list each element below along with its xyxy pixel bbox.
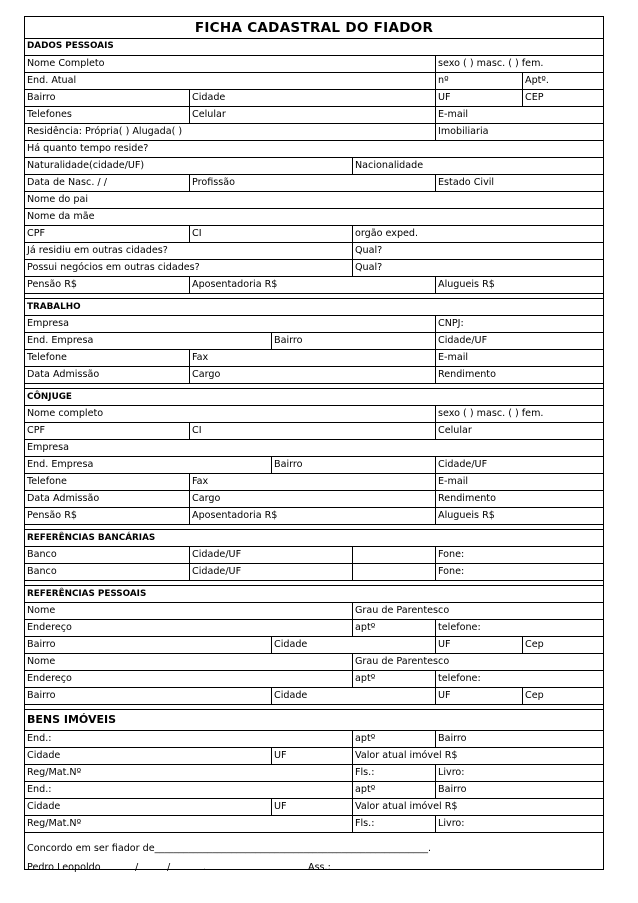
form-row (25, 141, 603, 158)
field-label[interactable]: Celular (189, 107, 435, 123)
field-label[interactable]: Cidade/UF (189, 564, 352, 580)
field-label[interactable]: CNPJ: (435, 316, 603, 332)
field-label[interactable]: Bairro (271, 333, 435, 349)
field-label[interactable]: Fls.: (352, 816, 435, 832)
field-label[interactable] (352, 564, 435, 580)
form-row (25, 620, 603, 637)
form-row (25, 107, 603, 124)
section-header (25, 298, 603, 316)
field-label[interactable]: Alugueis R$ (435, 277, 603, 293)
field-label[interactable]: Nome do pai (27, 194, 88, 205)
field-label[interactable]: Cidade (189, 90, 435, 106)
field-label[interactable]: Qual? (352, 243, 603, 259)
field-label[interactable]: Já residiu em outras cidades? (27, 245, 168, 256)
field-label[interactable]: E-mail (435, 107, 603, 123)
date-slash-1: / (135, 862, 139, 873)
section-title: REFERÊNCIAS PESSOAIS (27, 589, 147, 599)
registration-form (24, 16, 604, 873)
form-row (25, 367, 603, 384)
form-row (25, 406, 603, 423)
field-label[interactable]: telefone: (435, 671, 603, 687)
field-label[interactable]: Telefone (27, 352, 67, 363)
form-row (25, 799, 603, 816)
field-label[interactable]: UF (271, 799, 352, 815)
field-label[interactable]: Banco (27, 549, 57, 560)
form-row (25, 474, 603, 491)
form-row (25, 508, 603, 525)
form-row (25, 175, 603, 192)
field-label[interactable]: Nacionalidade (352, 158, 603, 174)
field-label[interactable]: End. Empresa (27, 459, 94, 470)
field-label[interactable]: Nome completo (27, 408, 104, 419)
field-label[interactable]: Bairro (271, 457, 435, 473)
form-row (25, 158, 603, 175)
form-row (25, 782, 603, 799)
field-label[interactable]: E-mail (435, 474, 603, 490)
field-label[interactable]: Cidade/UF (435, 457, 603, 473)
field-label[interactable]: Alugueis R$ (435, 508, 603, 524)
field-label[interactable]: Bairro (27, 639, 56, 650)
field-label[interactable]: Cargo (189, 367, 435, 383)
field-label[interactable]: Data Admissão (27, 493, 100, 504)
form-row (25, 603, 603, 620)
form-row (25, 209, 603, 226)
field-label[interactable]: Nome (27, 605, 56, 616)
field-label[interactable]: End. Atual (27, 75, 77, 86)
section-header (25, 709, 603, 731)
form-row (25, 333, 603, 350)
field-label[interactable]: Profissão (189, 175, 435, 191)
field-label[interactable]: Bairro (27, 690, 56, 701)
form-row (25, 654, 603, 671)
field-label[interactable]: Fax (189, 350, 435, 366)
form-row (25, 423, 603, 440)
field-label[interactable]: Empresa (27, 318, 70, 329)
field-label[interactable]: Livro: (435, 816, 603, 832)
field-label[interactable]: Cep (522, 637, 603, 653)
section-title: CÔNJUGE (27, 392, 72, 402)
section-header (25, 39, 603, 56)
field-label[interactable]: Celular (435, 423, 603, 439)
field-label[interactable]: Reg/Mat.Nº (27, 818, 82, 829)
agreement-text: Concordo em ser fiador de_________________________________________________________. (27, 843, 432, 854)
field-label[interactable]: Data de Nasc. / / (27, 177, 107, 188)
form-row (25, 56, 603, 73)
form-row (25, 765, 603, 782)
form-row (25, 73, 603, 90)
field-label[interactable]: telefone: (435, 620, 603, 636)
field-label[interactable]: Valor atual imóvel R$ (352, 748, 603, 764)
field-label[interactable]: Residência: Própria( ) Alugada( ) (27, 126, 183, 137)
date-dot: . (203, 862, 207, 873)
form-title: FICHA CADASTRAL DO FIADOR (25, 17, 603, 39)
field-label[interactable]: Cidade (27, 750, 61, 761)
section-title: BENS IMÓVEIS (27, 713, 116, 726)
form-row (25, 491, 603, 508)
field-label[interactable]: sexo ( ) masc. ( ) fem. (435, 406, 603, 422)
section-header (25, 529, 603, 547)
field-label[interactable]: aptº (352, 731, 435, 747)
form-row (25, 457, 603, 474)
field-label[interactable]: Estado Civil (435, 175, 603, 191)
field-label[interactable]: Valor atual imóvel R$ (352, 799, 603, 815)
field-label[interactable]: Cidade/UF (189, 547, 352, 563)
form-row (25, 192, 603, 209)
field-label[interactable]: aptº (352, 782, 435, 798)
field-label[interactable]: CEP (522, 90, 603, 106)
field-label[interactable]: Fls.: (352, 765, 435, 781)
field-label[interactable]: Naturalidade(cidade/UF) (27, 160, 145, 171)
field-label[interactable]: Qual? (352, 260, 603, 276)
field-label[interactable]: Rendimento (435, 367, 603, 383)
form-row (25, 671, 603, 688)
form-row (25, 688, 603, 705)
field-label[interactable]: Há quanto tempo reside? (27, 143, 149, 154)
form-row (25, 243, 603, 260)
section-header (25, 585, 603, 603)
form-row (25, 226, 603, 243)
field-label[interactable] (352, 547, 435, 563)
section-header (25, 388, 603, 406)
city-label: Pedro Leopoldo (27, 862, 101, 873)
form-row (25, 748, 603, 765)
field-label[interactable]: Bairro (27, 92, 56, 103)
field-label[interactable]: CPF (27, 228, 46, 239)
form-row (25, 277, 603, 294)
field-label[interactable]: CI (189, 423, 435, 439)
field-label[interactable]: End.: (27, 733, 52, 744)
field-label[interactable]: UF (435, 637, 522, 653)
field-label[interactable]: Grau de Parentesco (352, 654, 603, 670)
field-label[interactable]: Cidade (27, 801, 61, 812)
field-label[interactable]: Grau de Parentesco (352, 603, 603, 619)
field-label[interactable]: Data Admissão (27, 369, 100, 380)
section-title: TRABALHO (27, 302, 81, 312)
form-row (25, 124, 603, 141)
field-label[interactable]: E-mail (435, 350, 603, 366)
field-label[interactable]: aptº (352, 671, 435, 687)
section-title: REFERÊNCIAS BANCÁRIAS (27, 533, 156, 543)
field-label[interactable]: Pensão R$ (27, 510, 77, 521)
field-label[interactable]: Cargo (189, 491, 435, 507)
form-row (25, 564, 603, 581)
field-label[interactable]: Aptº. (522, 73, 603, 89)
form-row (25, 440, 603, 457)
signature-label: Ass.: (308, 862, 331, 873)
field-label[interactable]: UF (435, 90, 522, 106)
field-label[interactable]: Nome (27, 656, 56, 667)
field-label[interactable]: Imobiliaria (435, 124, 603, 140)
field-label[interactable]: Reg/Mat.Nº (27, 767, 82, 778)
field-label[interactable]: Fone: (435, 547, 603, 563)
field-label[interactable]: UF (435, 688, 522, 704)
section-title: DADOS PESSOAIS (27, 41, 114, 51)
field-label[interactable]: Fax (189, 474, 435, 490)
field-label[interactable]: UF (271, 748, 352, 764)
field-label[interactable]: Cep (522, 688, 603, 704)
form-row (25, 316, 603, 333)
field-label[interactable]: Nome da mãe (27, 211, 95, 222)
field-label[interactable]: Cidade (271, 688, 435, 704)
field-label[interactable]: Cidade/UF (435, 333, 603, 349)
field-label[interactable]: Banco (27, 566, 57, 577)
field-label[interactable]: nº (435, 73, 522, 89)
form-row (25, 260, 603, 277)
form-row (25, 816, 603, 833)
field-label[interactable]: End. Empresa (27, 335, 94, 346)
field-label[interactable]: Nome Completo (27, 58, 105, 69)
field-label[interactable]: Endereço (27, 673, 72, 684)
field-label[interactable]: Aposentadoria R$ (189, 277, 435, 293)
field-label[interactable]: End.: (27, 784, 52, 795)
form-row (25, 637, 603, 654)
form-row (25, 90, 603, 107)
date-slash-2: / (167, 862, 171, 873)
field-label[interactable]: sexo ( ) masc. ( ) fem. (435, 56, 603, 72)
field-label[interactable]: Empresa (27, 442, 70, 453)
field-label[interactable]: CI (189, 226, 352, 242)
field-label[interactable]: Telefones (27, 109, 72, 120)
field-label[interactable]: Endereço (27, 622, 72, 633)
field-label[interactable]: Livro: (435, 765, 603, 781)
field-label[interactable]: Telefone (27, 476, 67, 487)
field-label[interactable]: orgão exped. (352, 226, 603, 242)
field-label[interactable]: Pensão R$ (27, 279, 77, 290)
form-row (25, 547, 603, 564)
field-label[interactable]: Cidade (271, 637, 435, 653)
field-label[interactable]: Aposentadoria R$ (189, 508, 435, 524)
field-label[interactable]: Bairro (435, 731, 603, 747)
form-row (25, 731, 603, 748)
field-label[interactable]: CPF (27, 425, 46, 436)
field-label[interactable]: aptº (352, 620, 435, 636)
form-row (25, 350, 603, 367)
field-label[interactable]: Rendimento (435, 491, 603, 507)
field-label[interactable]: Possui negócios em outras cidades? (27, 262, 200, 273)
field-label[interactable]: Bairro (435, 782, 603, 798)
field-label[interactable]: Fone: (435, 564, 603, 580)
